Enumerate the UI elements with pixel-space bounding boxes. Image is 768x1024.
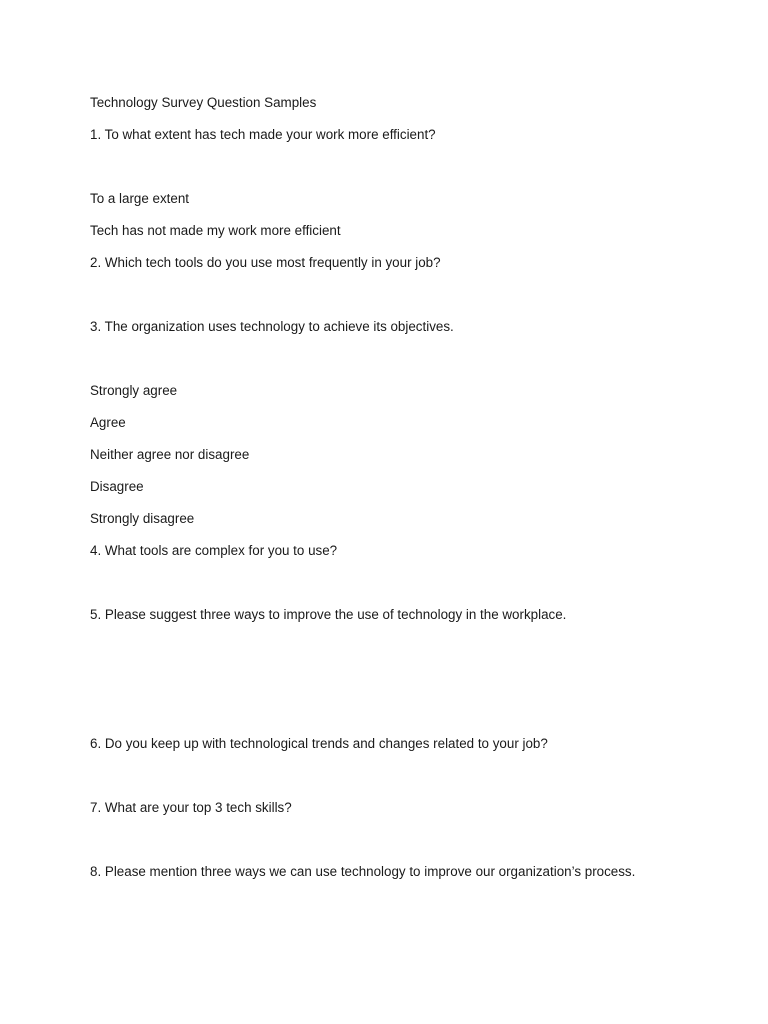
document-title: Technology Survey Question Samples: [90, 95, 317, 110]
q3-option-4: Disagree: [90, 479, 144, 494]
question-8: 8. Please mention three ways we can use technology to improve our organization’s process.: [90, 864, 636, 879]
question-1: 1. To what extent has tech made your work more efficient?: [90, 127, 436, 142]
q1-option-2: Tech has not made my work more efficient: [90, 223, 341, 238]
question-4: 4. What tools are complex for you to use?: [90, 543, 338, 558]
question-3: 3. The organization uses technology to achieve its objectives.: [90, 319, 454, 334]
q1-option-1: To a large extent: [90, 191, 190, 206]
question-6: 6. Do you keep up with technological trends and changes related to your job?: [90, 736, 548, 751]
question-2: 2. Which tech tools do you use most frequently in your job?: [90, 255, 441, 270]
question-7: 7. What are your top 3 tech skills?: [90, 800, 292, 815]
question-5: 5. Please suggest three ways to improve the use of technology in the workplace.: [90, 607, 567, 622]
q3-option-1: Strongly agree: [90, 383, 178, 398]
q3-option-2: Agree: [90, 415, 126, 430]
q3-option-3: Neither agree nor disagree: [90, 447, 250, 462]
q3-option-5: Strongly disagree: [90, 511, 195, 526]
